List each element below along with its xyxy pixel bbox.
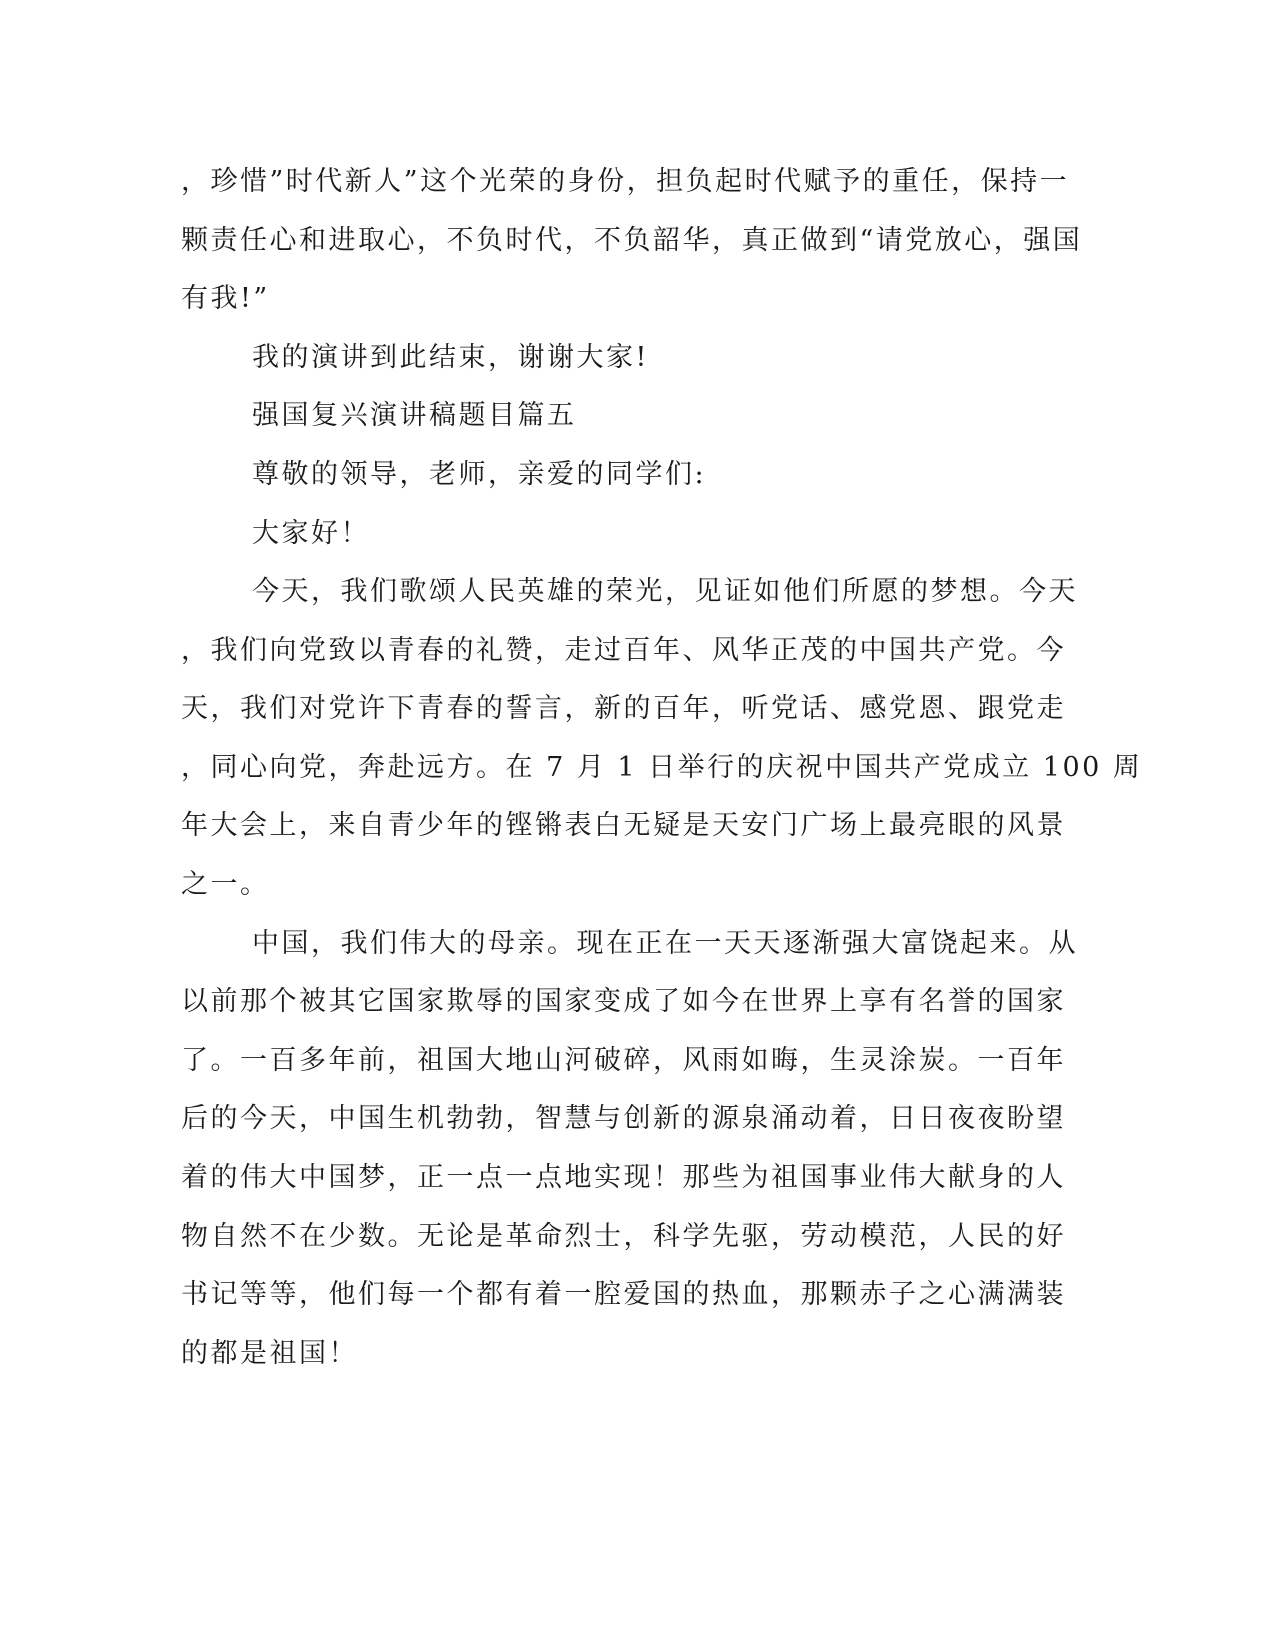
text-line: 书记等等，他们每一个都有着一腔爱国的热血，那颗赤子之心满满装 xyxy=(181,1279,1066,1310)
text-line: 后的今天，中国生机勃勃，智慧与创新的源泉涌动着，日日夜夜盼望 xyxy=(181,1103,1066,1134)
text-line: 颗责任心和进取心，不负时代，不负韶华，真正做到“请党放心，强国 xyxy=(181,225,1083,256)
text-line: 年大会上，来自青少年的铿锵表白无疑是天安门广场上最亮眼的风景 xyxy=(181,810,1066,841)
text-line: 有我!” xyxy=(181,283,270,314)
text-line: 之一。 xyxy=(181,869,270,900)
closing-line: 我的演讲到此结束，谢谢大家! xyxy=(252,342,649,373)
text-line: 天，我们对党许下青春的誓言，新的百年，听党话、感党恩、跟党走 xyxy=(181,693,1066,724)
text-line: 物自然不在少数。无论是革命烈士，科学先驱，劳动模范，人民的好 xyxy=(181,1221,1066,1252)
text-line: 着的伟大中国梦，正一点一点地实现！那些为祖国事业伟大献身的人 xyxy=(181,1162,1066,1193)
salutation: 尊敬的领导，老师，亲爱的同学们: xyxy=(252,459,707,490)
text-line: 的都是祖国！ xyxy=(181,1338,358,1369)
text-line: ，同心向党，奔赴远方。在 7 月 1 日举行的庆祝中国共产党成立 100 周 xyxy=(181,752,1143,783)
text-line: 中国，我们伟大的母亲。现在正在一天天逐渐强大富饶起来。从 xyxy=(252,928,1078,959)
text-line: ，我们向党致以青春的礼赞，走过百年、风华正茂的中国共产党。今 xyxy=(181,635,1066,666)
text-line: 今天，我们歌颂人民英雄的荣光，见证如他们所愿的梦想。今天 xyxy=(252,576,1078,607)
text-line: 了。一百多年前，祖国大地山河破碎，风雨如晦，生灵涂炭。一百年 xyxy=(181,1045,1066,1076)
text-line: ，珍惜”时代新人”这个光荣的身份，担负起时代赋予的重任，保持一 xyxy=(181,166,1070,197)
text-line: 以前那个被其它国家欺辱的国家变成了如今在世界上享有名誉的国家 xyxy=(181,986,1066,1017)
section-title: 强国复兴演讲稿题目篇五 xyxy=(252,400,577,431)
greeting: 大家好！ xyxy=(252,518,370,549)
